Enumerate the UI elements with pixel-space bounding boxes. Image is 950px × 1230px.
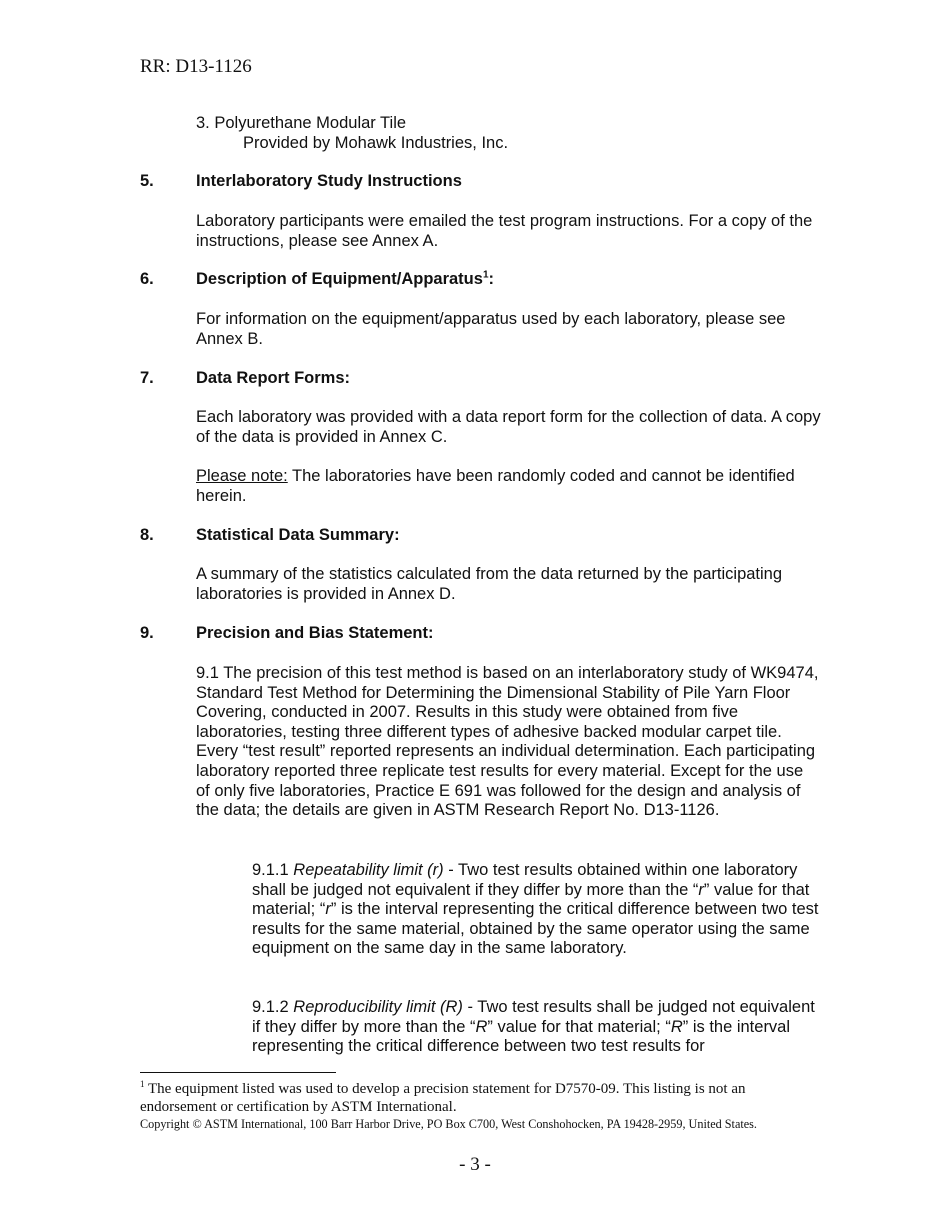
material-item-name: 3. Polyurethane Modular Tile [196, 114, 407, 132]
material-item-provider: Provided by Mohawk Industries, Inc. [243, 133, 509, 152]
section-6-number: 6. [140, 270, 154, 288]
material-item-3 [196, 114, 508, 153]
section-7-body: Each laboratory was provided with a data report form for the collection of data. A copy of the data is provided in Annex C. [196, 408, 821, 446]
section-7-note: Please note: The laboratories have been randomly coded and cannot be identified herein. [196, 467, 795, 505]
copyright-notice: Copyright © ASTM International, 100 Barr Harbor Drive, PO Box C700, West Conshohocken, PA 19428-2959, United States. [140, 1117, 757, 1131]
footnote-marker: 1 [140, 1079, 145, 1089]
section-5-number: 5. [140, 172, 154, 190]
page-number: - 3 - [459, 1154, 491, 1175]
section-6-body: For information on the equipment/apparatus used by each laboratory, please see Annex B. [196, 310, 786, 348]
section-7-title: Data Report Forms: [196, 369, 351, 387]
section-8-title: Statistical Data Summary: [196, 526, 400, 544]
section-5-body: Laboratory participants were emailed the test program instructions. For a copy of the instructions, please see Annex A. [196, 212, 813, 250]
section-8-body: A summary of the statistics calculated from the data returned by the participating laboratories is provided in Annex D. [196, 565, 783, 603]
report-id-header: RR: D13-1126 [140, 56, 252, 77]
section-9-1-2-reproducibility: 9.1.2 Reproducibility limit (R) - Two test results shall be judged not equivalent if they differ by more than the “R” value for that material; “R” is the interval representing the critical difference between two test results for [252, 998, 815, 1056]
note-label: Please note: [196, 467, 288, 485]
repeatability-term: Repeatability limit (r) [293, 861, 444, 879]
reproducibility-term: Reproducibility limit (R) [293, 998, 463, 1016]
section-9-1-1-repeatability: 9.1.1 Repeatability limit (r) - Two test results obtained within one laboratory shall be judged not equivalent if they differ by more than the “r” value for that material; “r” is the interval representing the critical difference between two test results for the same material, obtained by the same operator using the same equipment on the same day in the same laboratory. [252, 861, 819, 958]
section-6-title: Description of Equipment/Apparatus$^1$: [196, 269, 494, 288]
section-7-number: 7. [140, 369, 154, 387]
footnote: $^1$ The equipment listed was used to develop a precision statement for D7570-09. This listing is not an endorsement or certification by ASTM International. [140, 1079, 746, 1116]
section-9-number: 9. [140, 624, 154, 642]
section-5-title: Interlaboratory Study Instructions [196, 172, 462, 190]
section-9-1-body: 9.1 The precision of this test method is based on an interlaboratory study of WK9474, Standard Test Method for Determining the Dimensional Stability of Pile Yarn Floor Covering, conducted in 2007. Results in this study were obtained from five laboratories, testing three different types of adhesive backed modular carpet tile. Every “test result” reported represents an individual determination. Each participating laboratory reported three replicate test results for every material. Except for the use of only five laboratories, Practice E 691 was followed for the design and analysis of the data; the details are given in ASTM Research Report No. D13-1126. [196, 664, 819, 820]
footnote-ref-1: 1 [482, 269, 489, 281]
footnote-separator [140, 1072, 336, 1073]
section-9-title: Precision and Bias Statement: [196, 624, 434, 642]
section-8-number: 8. [140, 526, 154, 544]
